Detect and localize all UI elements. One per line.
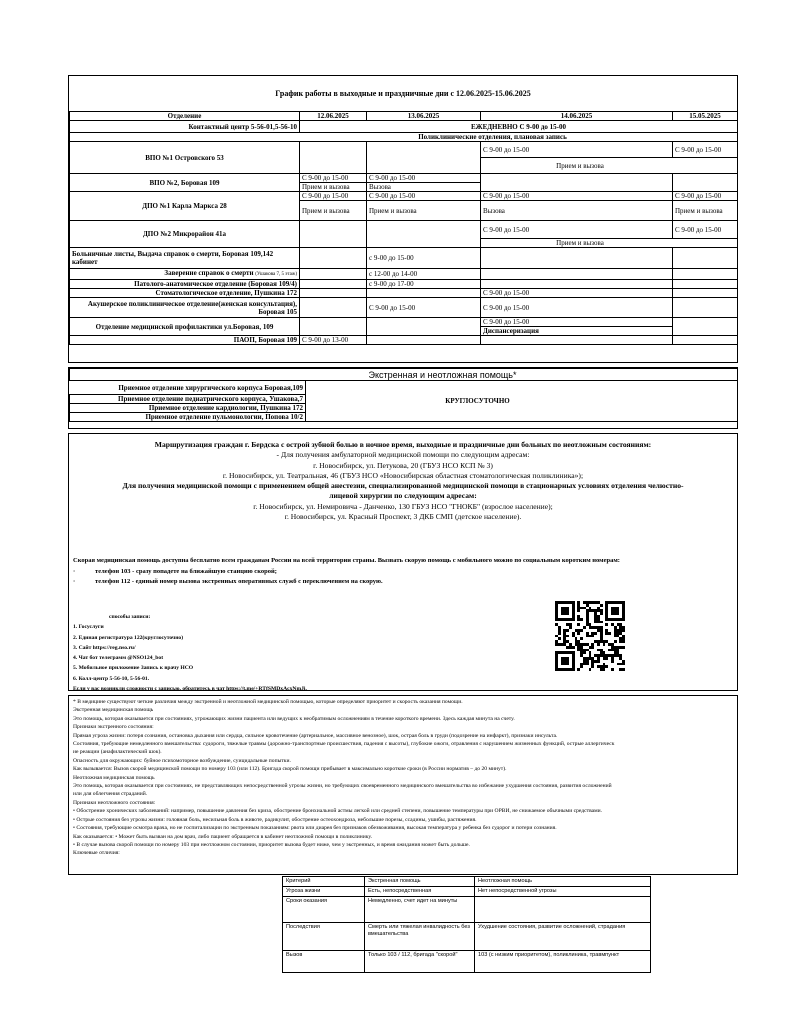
notes-line: Неотложная медицинская помощь <box>73 774 155 781</box>
signup-item: 3. Сайт https://reg.nso.ru/ <box>73 644 136 651</box>
section-title: Поликлинические отделения, плановая запись <box>70 133 738 142</box>
schedule-title: График работы в выходные и праздничные дни с 12.06.2025-15.06.2025 <box>275 89 531 98</box>
routing-title: Маршрутизация граждан г. Бердска с острой зубной болью в ночное время, выходные и праздничные дни больных по неотложным состояниям: <box>154 440 652 449</box>
schedule-table <box>69 111 738 345</box>
criteria-row <box>283 923 651 951</box>
criteria-cell: Ухудшение состояния, развитие осложнений, страдания <box>475 923 651 951</box>
criteria-cell <box>475 897 651 923</box>
notes-line: • Обострение хронических заболеваний: например, повышение давления без криза, обострение бронхиальной астмы легкой или средней степени, повышение температуры при ОРВИ, не снижаемое обычными средствами. <box>73 808 603 815</box>
dpo1-d12-type: Прием и вызова <box>300 201 367 221</box>
routing-line-3: г. Новосибирск, ул. Театральная, 46 (ГБУЗ НСО «Новосибирская областная стоматологическая поликлиника»); <box>222 470 584 480</box>
death-cert-label-address: (Ушакова 7, 5 этаж) <box>255 272 297 277</box>
signup-list <box>73 612 307 694</box>
death-cert-label-main: Заверение справок о смерти <box>164 269 254 277</box>
notes-line: Как оказывается: • Может быть вызван на дом врач, либо пациент обращается в кабинет неотложной помощи в поликлинику. <box>73 833 372 840</box>
header-date-15: 15.05.2025 <box>673 112 738 121</box>
criteria-header: Критерий <box>283 877 365 887</box>
death-cert-label <box>70 269 300 280</box>
criteria-table <box>282 876 651 973</box>
criteria-cell: Последствия <box>283 923 365 951</box>
criteria-header: Неотложная помощь <box>475 877 651 887</box>
routing-line-7: г. Новосибирск, ул. Красный Проспект, 3 ДКБ СМП (детское население). <box>284 512 522 522</box>
contact-center-row <box>70 121 738 133</box>
emergency-table <box>69 368 738 422</box>
prevention-d14-type: Диспансеризация <box>481 327 673 336</box>
header-department: Отделение <box>70 112 300 121</box>
ambulance-info: Скорая медицинская помощь доступна бесплатно всем гражданам России на всей территории страны. Вызвать скорую помощь с мобильного можно по социальным коротким номерам: <box>73 557 620 564</box>
criteria-cell: Угроза жизни <box>283 887 365 897</box>
ambulance-text <box>73 556 620 588</box>
emergency-pediatric: Приемное отделение педиатрического корпуса, Ушакова,7 <box>70 395 306 404</box>
header-row <box>70 112 738 121</box>
routing-text <box>69 440 737 522</box>
notes-line: Прямая угроза жизни: потеря сознания, остановка дыхания или сердца, сильное кровотечение (артериальное, массивное венозное), шок, острая боль в груди (подозрение на инфаркт), признаки инсульта. <box>73 732 558 739</box>
notes-line: • Острые состояния без угрозы жизни: головная боль, несильная боль в животе, радикулит, обострение остеохондроза, небольшие порезы, ссадины, ушибы, растяжения. <box>73 816 477 823</box>
vpo2-d13-time: С 9-00 до 15-00 <box>367 174 481 183</box>
notes-line: Это помощь, которая оказывается при состояниях, не представляющих непосредственной угрозы жизни, но требующих своевременного медицинского вмешательства во избежание ухудшения состояния, развития осложнений <box>73 783 612 790</box>
vpo2-d13-type: Вызова <box>367 183 481 192</box>
emergency-pulmonology: Приемное отделение пульмонологии, Попова 10/2 <box>70 413 306 422</box>
sick-leave-label-1: Больничные листы, Выдача справок о смерти, Боровая 109,142 <box>72 250 274 258</box>
signup-item: 6. Колл-центр 5-56-10, 5-56-01. <box>73 675 150 682</box>
death-cert-d13-time: с 12-00 до 14-00 <box>367 269 481 280</box>
routing-line-6: г. Новосибирск, ул. Немировича - Данченко, 130 ГБУЗ НСО "ГНОКБ" (взрослое население); <box>253 501 553 511</box>
criteria-row <box>283 951 651 973</box>
emergency-hours: КРУГЛОСУТОЧНО <box>306 381 738 422</box>
signup-item: 5. Мобильное приложение Запись к врачу НСО <box>73 665 194 672</box>
criteria-cell: Нет непосредственной угрозы <box>475 887 651 897</box>
phone-103-text: телефон 103 - сразу попадете на ближайшую станцию скорой; <box>95 567 277 575</box>
contact-center-hours: ЕЖЕДНЕВНО С 9-00 до 15-00 <box>300 121 738 133</box>
notes-text <box>73 698 733 858</box>
header-date-12: 12.06.2025 <box>300 112 367 121</box>
routing-block <box>68 433 738 691</box>
emergency-cardiology: Приемное отделение кардиологии, Пушкина 172 <box>70 404 306 413</box>
phone-112-text: телефон 112 - единый номер вызова экстренных оперативных служб с переключением на скорую. <box>95 578 383 585</box>
vpo1-d14-15-type: Прием и вызова <box>481 158 738 174</box>
dental-label: Стоматологическое отделение, Пушкина 172 <box>70 289 300 298</box>
vpo2-d12-type: Прием и вызова <box>300 183 367 192</box>
schedule-block <box>68 75 738 363</box>
vpo1-label: ВПО №1 Островского 53 <box>70 142 300 174</box>
signup-item: 4. Чат бот телеграмм @NSO124_bot <box>73 655 164 662</box>
emergency-block <box>68 367 738 429</box>
emergency-title: Экстренная и неотложная помощь* <box>70 369 738 381</box>
criteria-cell: Немедленно, счет идет на минуты <box>365 897 475 923</box>
notes-line: Опасность для окружающих: буйное психомоторное возбуждение, суицидальные попытки. <box>73 757 291 764</box>
routing-line-5: лицевой хирургии по следующим адресам: <box>329 491 477 501</box>
signup-item: 2. Единая регистратура 122(круглосуточно) <box>73 634 184 641</box>
emergency-surgical: Приемное отделение хирургического корпуса Боровая,109 <box>70 381 306 395</box>
paop-label: ПАОП, Боровая 109 <box>70 336 300 345</box>
header-date-14: 14.06.2025 <box>481 112 673 121</box>
prevention-d14-time: С 9-00 до 15-00 <box>481 318 673 327</box>
notes-line: ие реакции (анафилактический шок). <box>73 749 162 756</box>
notes-line: Признаки экстренного состояния: <box>73 724 154 731</box>
paop-d12-time: С 9-00 до 13-00 <box>300 336 367 345</box>
notes-line: Это помощь, которая оказывается при состояниях, угрожающих жизни пациента или ведущих к необратимым осложнениям в течение короткого времени. Здесь каждая минута на счету. <box>73 715 515 722</box>
qr-code[interactable] <box>555 601 625 671</box>
routing-line-2: г. Новосибирск, ул. Петукова, 20 (ГБУЗ НСО КСП № 3) <box>313 460 493 470</box>
notes-line: или для облегчения страданий. <box>73 791 148 798</box>
obstetric-label <box>70 298 300 318</box>
notes-block <box>68 695 738 875</box>
obstetric-d13-time: С 9-00 до 15-00 <box>367 298 481 318</box>
criteria-cell: Вызов <box>283 951 365 973</box>
routing-line-4: Для получения медицинской помощи с применением общей анестезии, специализированной медицинской помощи в стационарных условиях отделения челюстно- <box>122 481 684 491</box>
dpo1-d14-time: С 9-00 до 15-00 <box>481 192 673 201</box>
vpo2-label: ВПО №2, Боровая 109 <box>70 174 300 192</box>
notes-line: * В медицине существуют четкие различия между экстренной и неотложной медицинской помощью, которые определяют приоритет и скорость оказания помощи. <box>73 699 463 705</box>
criteria-header-row <box>283 877 651 887</box>
dpo1-d15-time: С 9-00 до 15-00 <box>673 192 738 201</box>
vpo2-d12-time: С 9-00 до 15-00 <box>300 174 367 183</box>
section-row <box>70 133 738 142</box>
signup-title: способы записи: <box>109 614 151 620</box>
routing-line-1: - Для получения амбулаторной медицинской помощи по следующим адресам: <box>276 450 530 460</box>
dpo1-d13-time: С 9-00 до 15-00 <box>367 192 481 201</box>
criteria-header: Экстренная помощь <box>365 877 475 887</box>
pathology-d13-time: с 9-00 до 17-00 <box>367 280 481 289</box>
notes-line: Как вызывается: Вызов скорой медицинской помощи по номеру 103 (или 112). Бригада скорой помощи прибывает в максимально короткие сроки (в России норматив – до 20 минут). <box>73 766 507 773</box>
dpo2-d14-time: С 9-00 до 15-00 <box>481 221 673 239</box>
criteria-row <box>283 897 651 923</box>
criteria-cell: Смерть или тяжелая инвалидность без вмешательства <box>365 923 475 951</box>
dental-d14-time: С 9-00 до 15-00 <box>481 289 673 298</box>
vpo1-d15-time: С 9-00 до 15-00 <box>673 142 738 158</box>
phone-103: · телефон 103 - сразу попадете на ближайшую станцию скорой; <box>73 567 277 575</box>
dpo1-d15-type: Прием и вызова <box>673 201 738 221</box>
notes-line: Состояния, требующие немедленного вмешательства: судороги, тяжелые травмы (дорожно-транспортные происшествия, падения с высоты), глубокие ожоги, отравления с нарушением жизненных функций, острые аллергическ <box>73 741 615 748</box>
contact-center-label: Контактный центр 5-56-01,5-56-10 <box>70 121 300 133</box>
signup-help: Если у вас возникли сложности с записью, обратитесь в чат https://t.me/+RTfSMDxAcxNmJi. <box>73 686 307 693</box>
sick-leave-d13-time: с 9-00 до 15-00 <box>367 248 481 269</box>
phone-112: · телефон 112 - единый номер вызова экстренных оперативных служб с переключением на скорую. <box>73 578 383 585</box>
obstetric-label-2: Боровая 105 <box>258 307 297 316</box>
notes-line: Экстренная медицинская помощь <box>73 707 154 714</box>
criteria-row <box>283 887 651 897</box>
notes-line: Ключевые отличия: <box>73 850 120 857</box>
header-date-13: 13.06.2025 <box>367 112 481 121</box>
criteria-cell: Только 103 / 112, бригада "скорой" <box>365 951 475 973</box>
pathology-label: Патолого-анатомическое отделение (Боровая 109/4) <box>70 280 300 289</box>
sick-leave-label-2: кабинет <box>72 258 98 266</box>
dpo1-d13-type: Прием и вызова <box>367 201 481 221</box>
criteria-cell: Есть, непосредственная <box>365 887 475 897</box>
criteria-cell: Сроки оказания <box>283 897 365 923</box>
dpo2-d15-time: С 9-00 до 15-00 <box>673 221 738 239</box>
criteria-cell: 103 (с низким приоритетом), поликлиника, травмпункт <box>475 951 651 973</box>
signup-item: 1. Госуслуги <box>73 624 104 631</box>
notes-line: • Состояния, требующие осмотра врача, но не госпитализации по экстренным показаниям: рвота или диарея без признаков обезвоживания, высокая температура у ребенка без судорог и потери сознания. <box>73 825 557 832</box>
obstetric-label-1: Акушерское поликлиническое отделение(женская консультация), <box>87 299 297 308</box>
vpo1-d14-time: С 9-00 до 15-00 <box>481 142 673 158</box>
dpo1-d12-time: С 9-00 до 15-00 <box>300 192 367 201</box>
prevention-label: Отделение медицинской профилактики ул.Боровая, 109 <box>70 318 300 336</box>
notes-line: • В случае вызова скорой помощи по номеру 103 при неотложном состоянии, приоритет вызова будет ниже, чем у экстренных, и время ожидания может быть дольше. <box>73 841 470 848</box>
sick-leave-label <box>70 248 300 269</box>
dpo1-label: ДПО №1 Карла Маркса 28 <box>70 192 300 221</box>
dpo2-label: ДПО №2 Микрорайон 41а <box>70 221 300 248</box>
notes-line: Признаки неотложного состояния: <box>73 799 156 806</box>
dpo2-d14-15-type: Прием и вызова <box>481 239 738 248</box>
obstetric-d14-time: С 9-00 до 15-00 <box>481 298 673 318</box>
dpo1-d14-type: Вызова <box>481 201 673 221</box>
